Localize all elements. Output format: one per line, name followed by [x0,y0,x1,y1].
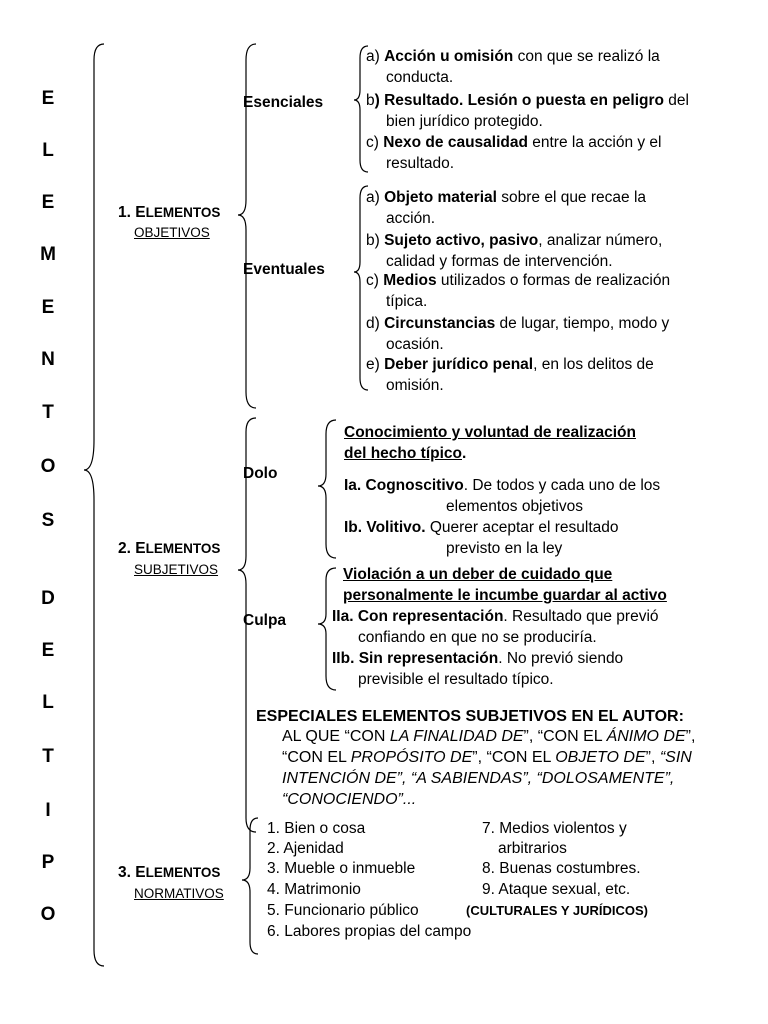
group-objetivos-label: 1. ELEMENTOS [118,204,221,221]
culpa-brace [318,568,336,690]
esenciales-a: a) Acción u omisión con que se realizó la [366,48,660,65]
normativos-item: 4. Matrimonio [267,881,361,898]
culpa-heading-line2: personalmente le incumbe guardar al activo [343,587,667,604]
dolo-title: Dolo [243,465,278,482]
dolo-brace [318,420,336,558]
esenciales-b: b) Resultado. Lesión o puesta en peligro del [366,92,689,109]
especiales-title: ESPECIALES ELEMENTOS SUBJETIVOS EN EL AUTOR: [256,708,684,725]
vertical-title-letter: D [41,588,55,609]
vertical-title-letter: M [40,244,56,265]
dolo-heading-line1: Conocimiento y voluntad de realización [344,424,636,441]
dolo-ia-line2: elementos objetivos [446,498,583,515]
normativos-item-7-line2: arbitrarios [498,840,567,857]
eventuales-d: d) Circunstancias de lugar, tiempo, modo y [366,315,670,332]
eventuales-a-line2: acción. [386,210,436,227]
group-normativos-label-line2: NORMATIVOS [134,886,224,901]
group-subjetivos-label-line2: SUBJETIVOS [134,562,219,577]
eventuales-c: c) Medios utilizados o formas de realización [366,272,671,289]
vertical-title-letter: O [40,904,56,925]
vertical-title-letter: E [41,640,55,661]
vertical-title-letter: T [42,746,54,767]
normativos-item: 1. Bien o cosa [267,820,366,837]
vertical-title-letter: O [40,456,56,477]
eventuales-a: a) Objeto material sobre el que recae la [366,189,647,206]
especiales-line2: “CON EL PROPÓSITO DE”, “CON EL OBJETO DE”, “SIN [282,749,692,766]
dolo-ib: Ib. Volitivo. Querer aceptar el resultado [344,519,619,536]
culpa-iib-line2: previsible el resultado típico. [358,671,554,688]
vertical-title-letter: S [41,510,55,531]
eventuales-e: e) Deber jurídico penal, en los delitos de [366,356,654,373]
normativos-item: 2. Ajenidad [267,840,344,857]
especiales-line4: “CONOCIENDO”... [282,791,417,808]
vertical-title-letter: E [41,192,55,213]
group-normativos-label: 3. ELEMENTOS [118,864,221,881]
vertical-title-letter: P [41,852,55,873]
group-objetivos-label-line2: OBJETIVOS [134,225,210,240]
normativos-note: (CULTURALES Y JURÍDICOS) [466,903,649,918]
vertical-title-letter: E [41,88,55,109]
normativos-item: 5. Funcionario público [267,902,419,919]
dolo-heading-line2: del hecho típico. [344,445,467,462]
vertical-title-letter: N [41,349,55,370]
vertical-title-letter: L [42,692,54,713]
eventuales-b: b) Sujeto activo, pasivo, analizar número, [366,232,663,249]
normativos-item: 3. Mueble o inmueble [267,860,416,877]
especiales-line3: INTENCIÓN DE”, “A SABIENDAS”, “DOLOSAMENTE”, [282,770,675,787]
esenciales-a-line2: conducta. [386,69,454,86]
esenciales-b-line2: bien jurídico protegido. [386,113,543,130]
normativos-brace [242,818,258,954]
vertical-title-letter: I [45,800,51,821]
normativos-item-9: 9. Ataque sexual, etc. [482,881,631,898]
dolo-ia: Ia. Cognoscitivo. De todos y cada uno de los [344,477,661,494]
culpa-iia: IIa. Con representación. Resultado que previó [332,608,659,625]
normativos-item: 6. Labores propias del campo [267,923,472,940]
vertical-title-letter: T [42,402,54,423]
eventuales-title: Eventuales [243,261,325,278]
main-brace [84,44,104,966]
especiales-line1: AL QUE “CON LA FINALIDAD DE”, “CON EL ÁNIMO DE”, [282,728,696,745]
group-subjetivos-label: 2. ELEMENTOS [118,540,221,557]
eventuales-c-line2: típica. [386,293,428,310]
dolo-ib-line2: previsto en la ley [446,540,563,557]
esenciales-c: c) Nexo de causalidad entre la acción y el [366,134,662,151]
culpa-iia-line2: confiando en que no se produciría. [358,629,597,646]
eventuales-d-line2: ocasión. [386,336,444,353]
eventuales-b-line2: calidad y formas de intervención. [386,253,613,270]
esenciales-c-line2: resultado. [386,155,455,172]
culpa-heading-line1: Violación a un deber de cuidado que [343,566,613,583]
vertical-title-letter: L [42,140,54,161]
normativos-item-7: 7. Medios violentos y [482,820,627,837]
normativos-item-8: 8. Buenas costumbres. [482,860,641,877]
culpa-iib: IIb. Sin representación. No previó siendo [332,650,624,667]
vertical-title-letter: E [41,297,55,318]
culpa-title: Culpa [243,612,287,629]
esenciales-title: Esenciales [243,94,324,111]
eventuales-e-line2: omisión. [386,377,444,394]
